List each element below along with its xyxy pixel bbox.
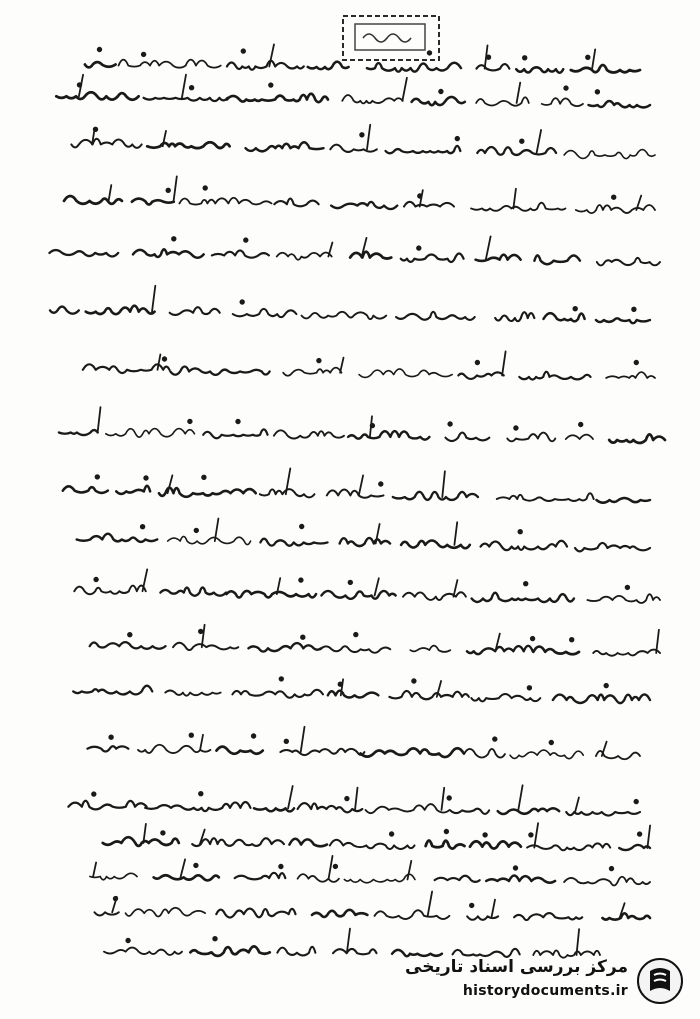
handwritten-line (73, 677, 650, 703)
handwritten-line (74, 569, 660, 603)
watermark-website: historydocuments.ir (462, 983, 628, 999)
handwritten-line (68, 785, 640, 815)
handwritten-line (83, 351, 655, 379)
watermark-org-name: مرکز بررسی اسناد تاریخی (405, 957, 628, 977)
watermark (400, 951, 690, 1011)
handwritten-line (90, 625, 660, 656)
handwritten-line (59, 407, 665, 443)
handwritten-line (50, 286, 650, 323)
handwritten-line (77, 518, 650, 551)
handwritten-line (103, 823, 650, 850)
handwritten-line (94, 892, 650, 921)
handwritten-line (87, 727, 640, 759)
handwritten-line (63, 468, 650, 502)
handwritten-line (85, 44, 640, 72)
handwritten-line (56, 75, 650, 108)
handwritten-line (71, 125, 655, 159)
handwritten-line (64, 176, 655, 213)
archive-emblem-icon (636, 957, 684, 1005)
handwritten-line (90, 856, 650, 886)
handwritten-line (49, 236, 660, 265)
